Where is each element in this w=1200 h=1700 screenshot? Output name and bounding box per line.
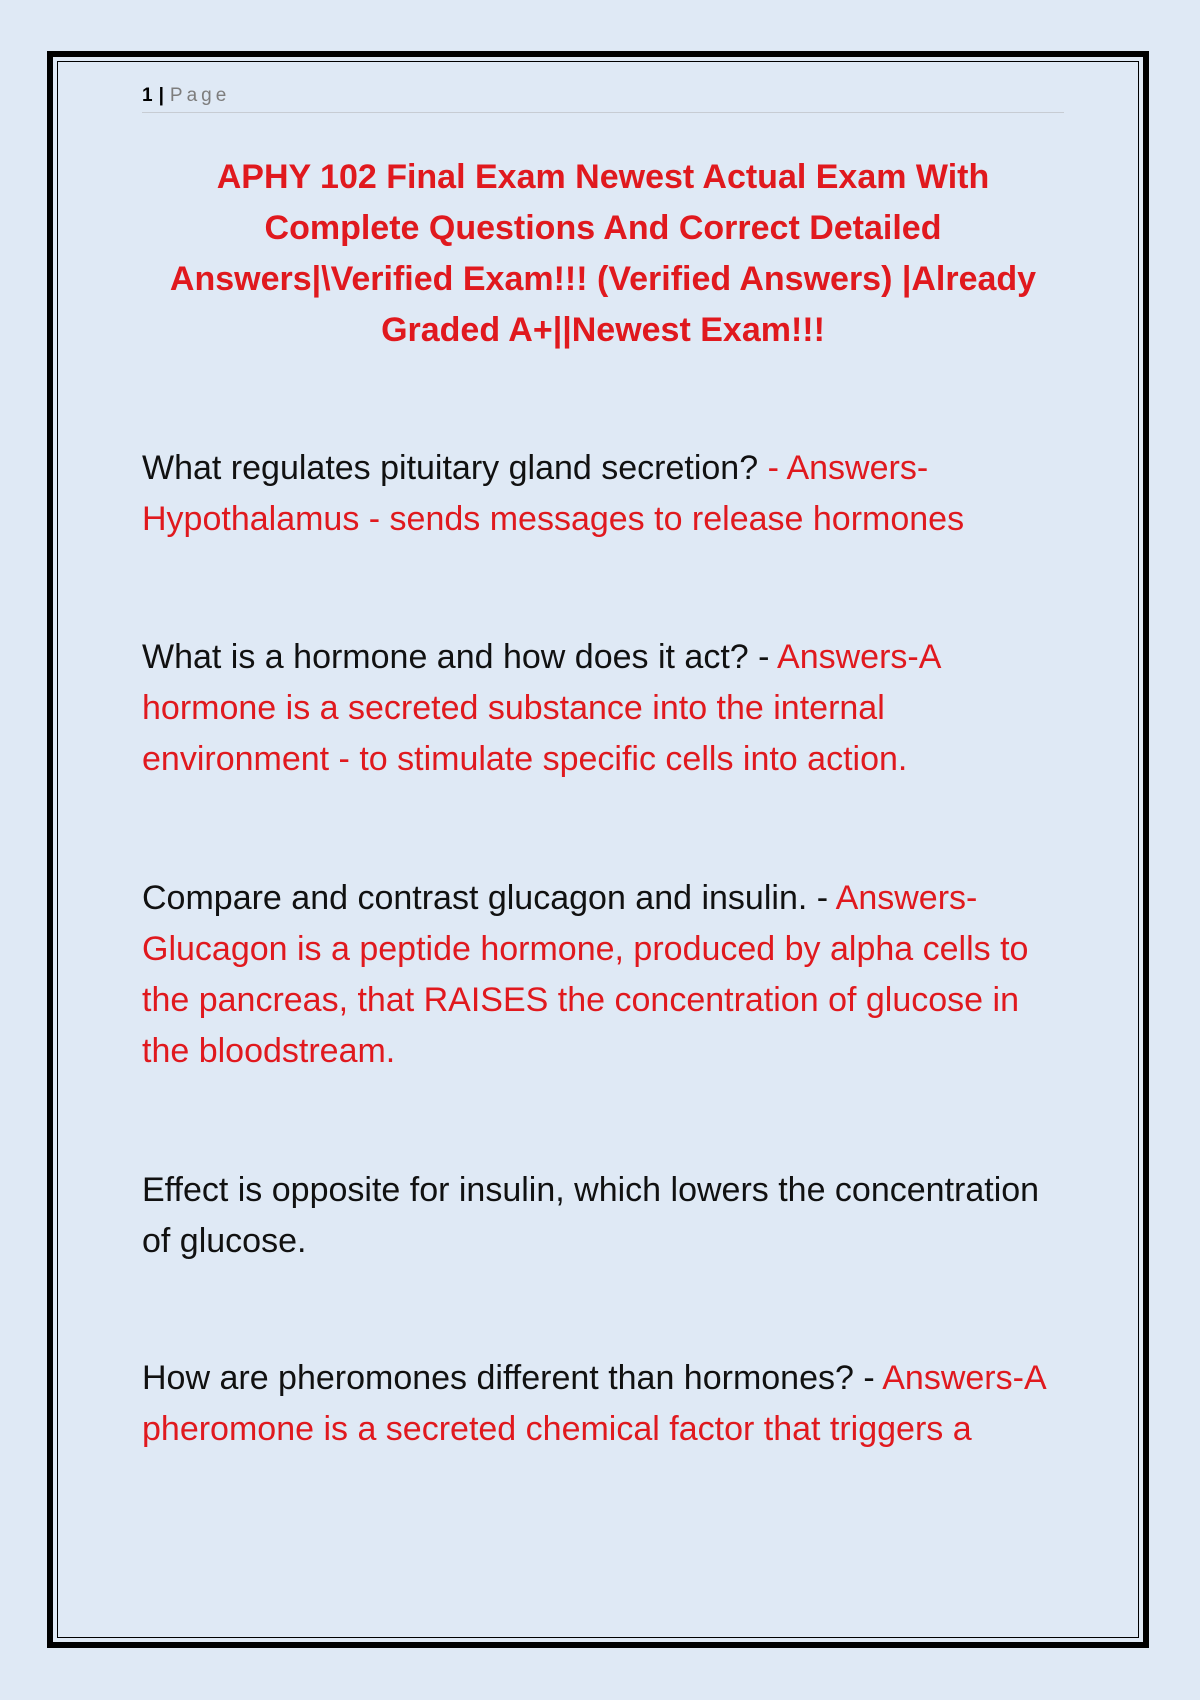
question-text: What regulates pituitary gland secretion? — [142, 449, 768, 487]
question-text: Effect is opposite for insulin, which lowers the concentration of glucose. — [142, 1171, 1040, 1260]
qa-item — [142, 1165, 1064, 1267]
page-separator: | — [158, 85, 164, 106]
answer-text: Answers-A pheromone is a secreted chemical factor that triggers a — [142, 1359, 1045, 1448]
qa-item — [142, 443, 1064, 545]
answer-text: Answers-A hormone is a secreted substance into the internal environment - to stimulate specific cells into action. — [142, 638, 940, 778]
question-text: What is a hormone and how does it act? - — [142, 638, 778, 676]
page-header — [142, 80, 1064, 113]
answer-text: Answers-Glucagon is a peptide hormone, produced by alpha cells to the pancreas, that RAISES the concentration of glucose in the bloodstream. — [142, 879, 1029, 1070]
document-title: APHY 102 Final Exam Newest Actual Exam With Complete Questions And Correct Detailed Answers|\Verified Exam!!! (Verified Answers) |Already Graded A+||Newest Exam!!! — [169, 158, 1037, 349]
answer-text: - Answers-Hypothalamus - sends messages to release hormones — [142, 449, 965, 538]
qa-item — [142, 1353, 1064, 1455]
page-number: 1 — [142, 85, 153, 106]
qa-item — [142, 873, 1064, 1077]
question-text: Compare and contrast glucagon and insulin. - — [142, 879, 836, 917]
qa-item — [142, 632, 1064, 785]
question-text: How are pheromones different than hormones? - — [142, 1359, 883, 1397]
page-label: Page — [169, 85, 231, 106]
